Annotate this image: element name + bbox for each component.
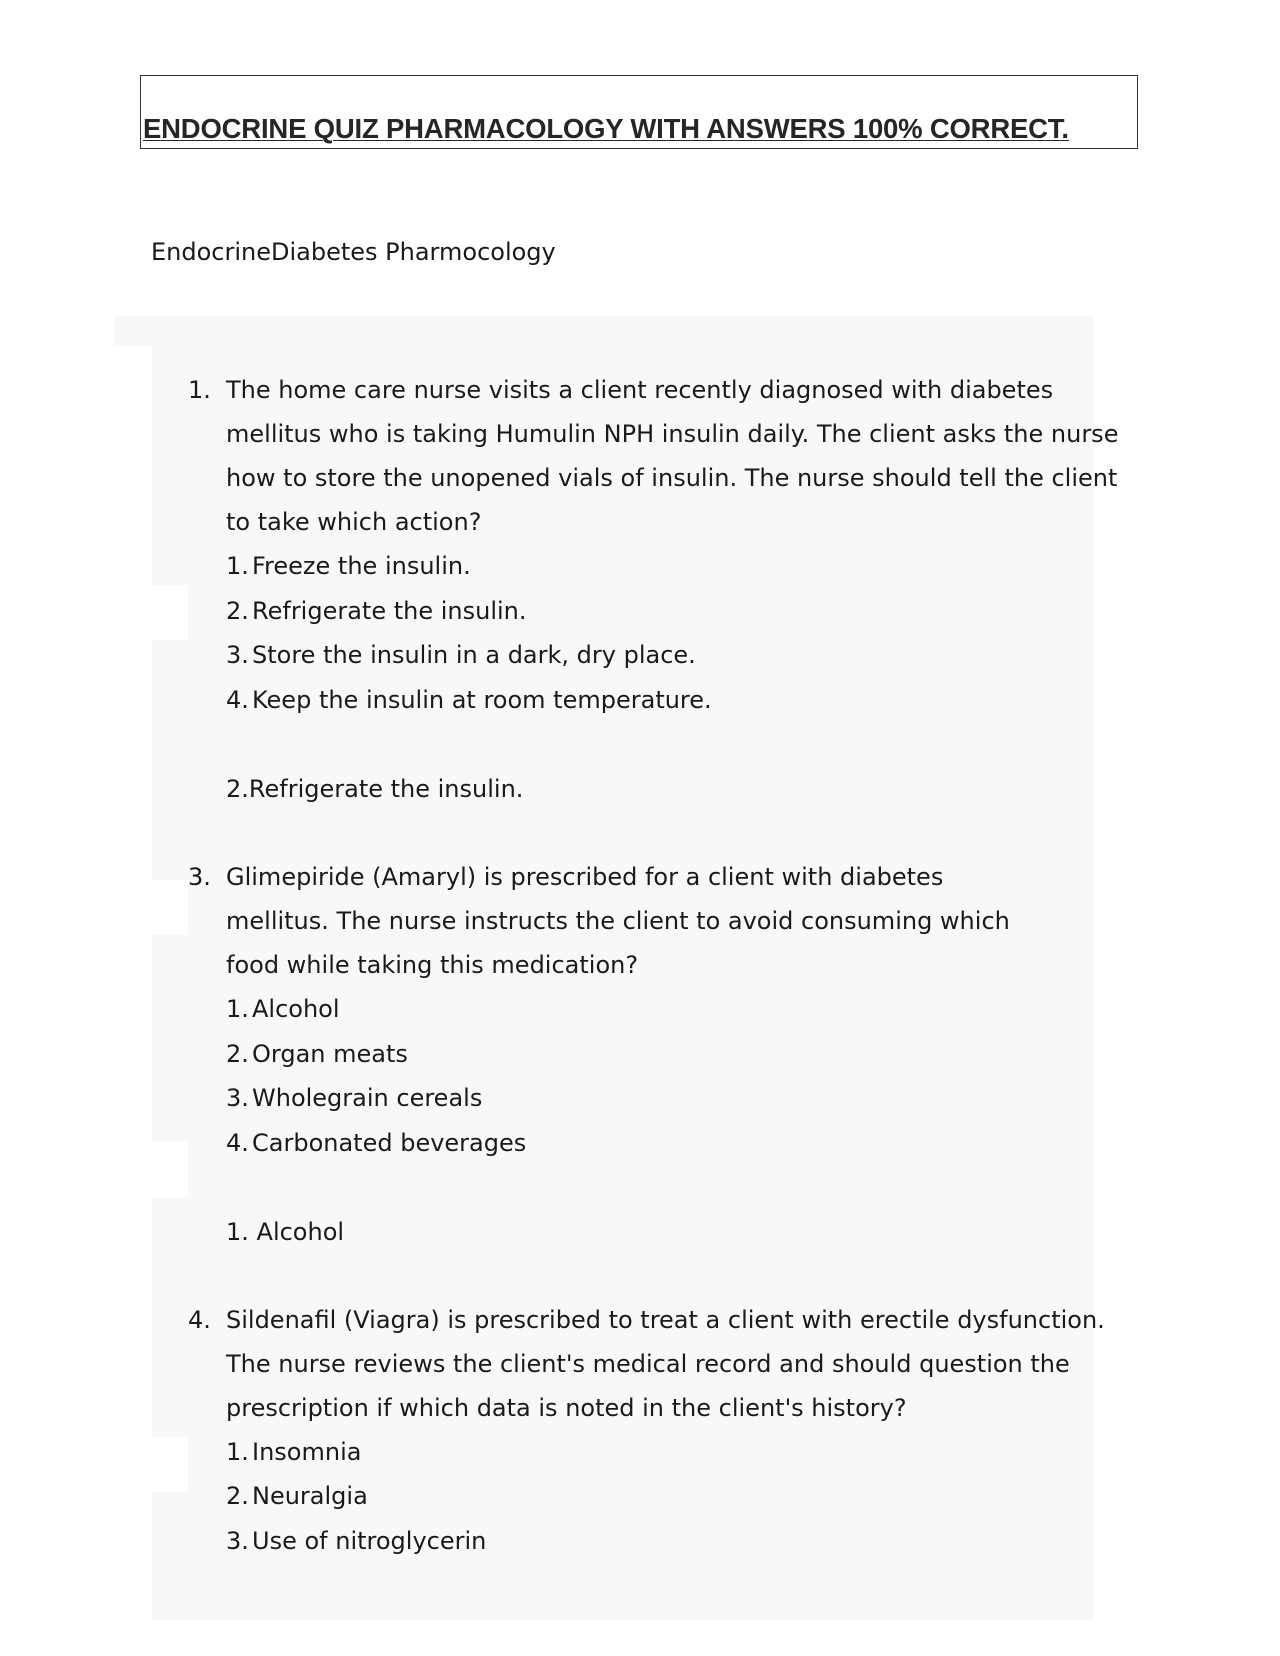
option-text: Neuralgia: [252, 1482, 368, 1511]
option-number: 1.: [226, 552, 249, 580]
answer: 1. Alcohol: [226, 1217, 345, 1246]
title-box: [140, 75, 1138, 149]
question-number: 1.: [188, 376, 211, 404]
option: [226, 1032, 1128, 1077]
option-number: 2.: [226, 1482, 249, 1511]
option: [226, 987, 1128, 1032]
option-number: 1.: [226, 1437, 249, 1466]
option-number: 2.: [226, 1039, 249, 1068]
question-number: 4.: [188, 1305, 211, 1334]
quiz-content: [188, 368, 1128, 1564]
shade-notch-3: [152, 1142, 188, 1197]
question-4: [188, 1298, 1128, 1564]
option-number: 3.: [226, 1527, 249, 1556]
option-text: Freeze the insulin.: [252, 552, 471, 580]
question-text: The home care nurse visits a client recently diagnosed with diabetes mellitus who is taking Humulin NPH insulin daily. The client asks the nurse how to store the unopened vials of insulin. The nurse should tell the client to take which action?: [226, 376, 1119, 536]
question-number: 3.: [188, 862, 211, 891]
spacer: [188, 1254, 1128, 1298]
document-subtitle: EndocrineDiabetes Pharmocology: [151, 238, 556, 266]
spacer: [188, 811, 1128, 855]
document-title: ENDOCRINE QUIZ PHARMACOLOGY WITH ANSWERS 100% CORRECT.: [143, 113, 1069, 144]
shade-notch-1: [152, 585, 188, 640]
option: [226, 633, 1128, 678]
option: [226, 1474, 1128, 1519]
option-number: 3.: [226, 1084, 249, 1113]
option-text: Refrigerate the insulin.: [252, 596, 527, 625]
option-text: Carbonated beverages: [252, 1128, 527, 1157]
answer: 2.Refrigerate the insulin.: [226, 774, 524, 803]
option-number: 2.: [226, 596, 249, 625]
option: [226, 1121, 1128, 1166]
option-text: Insomnia: [252, 1437, 362, 1466]
option-number: 4.: [226, 686, 249, 715]
question-text: Glimepiride (Amaryl) is prescribed for a client with diabetes mellitus. The nurse instructs the client to avoid consuming which food while taking this medication?: [226, 862, 1010, 979]
shade-notch-2: [152, 880, 188, 935]
option-number: 1.: [226, 994, 249, 1023]
shade-notch-4: [152, 1437, 188, 1492]
option: [226, 544, 1128, 589]
question-3: [188, 855, 1128, 1254]
option-text: Store the insulin in a dark, dry place.: [252, 641, 696, 670]
option-number: 4.: [226, 1128, 249, 1157]
option: [226, 1076, 1128, 1121]
option-text: Alcohol: [252, 994, 340, 1023]
question-1: [188, 368, 1128, 811]
option-text: Use of nitroglycerin: [252, 1527, 487, 1556]
option-number: 3.: [226, 641, 249, 670]
shade-top: [114, 316, 1094, 346]
question-text: Sildenafil (Viagra) is prescribed to treat a client with erectile dysfunction. The nurse reviews the client's medical record and should question the prescription if which data is noted in the client's history?: [226, 1305, 1105, 1422]
option: [226, 1430, 1128, 1475]
option: [226, 1519, 1128, 1564]
option-text: Keep the insulin at room temperature.: [252, 686, 712, 715]
option-text: Organ meats: [252, 1039, 408, 1068]
option: [226, 589, 1128, 634]
option-text: Wholegrain cereals: [252, 1084, 483, 1113]
option: [226, 678, 1128, 723]
